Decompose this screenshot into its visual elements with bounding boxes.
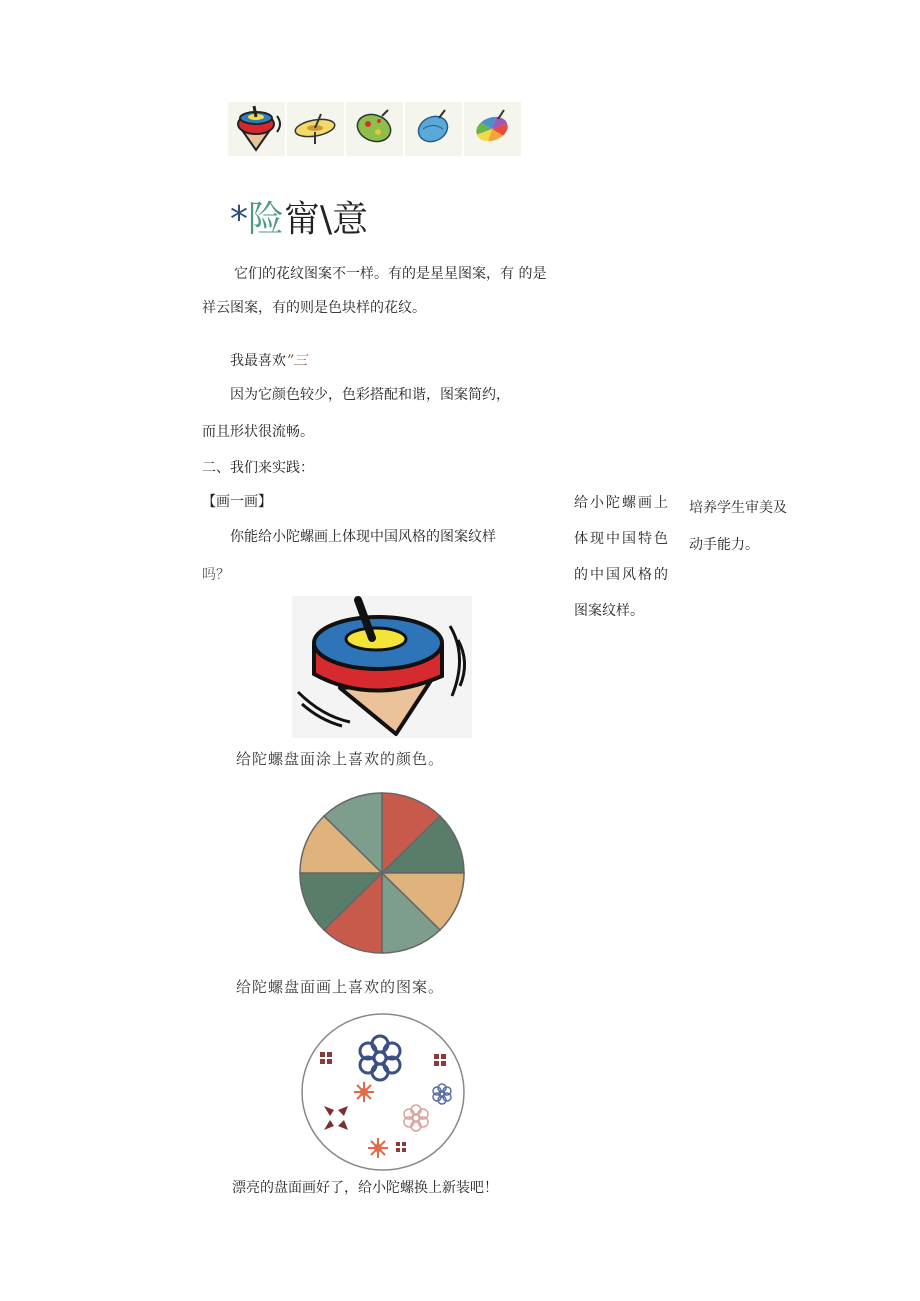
spinning-top-green-icon	[346, 102, 403, 156]
side-activity-3: 的中国风格的	[574, 567, 670, 583]
side-goal-1: 培养学生审美及	[689, 500, 787, 516]
caption-color: 给陀螺盘面涂上喜欢的颜色。	[236, 750, 445, 768]
pattern-disc	[300, 1012, 466, 1172]
question-line2: 吗？	[202, 567, 230, 583]
heading-green-char: 险	[248, 199, 285, 240]
draw-label: 【画一画】	[202, 494, 272, 510]
spinning-top-illustration	[292, 596, 472, 738]
reason-line1: 因为它颜色较少，色彩搭配和谐，图案简约，	[230, 387, 510, 403]
section-heading	[230, 196, 368, 244]
favorite-mark: ”三	[286, 353, 308, 369]
favorite-line	[230, 351, 307, 371]
side-goal-2: 动手能力。	[689, 537, 759, 551]
question-line1: 你能给小陀螺画上体现中国风格的图案纹样	[230, 529, 496, 545]
color-disc	[298, 792, 466, 954]
spinning-top-strip	[228, 102, 524, 156]
para1-line1: 它们的花纹图案不一样。有的是星星图案，有 的是	[234, 266, 547, 282]
spinning-top-rainbow-icon	[464, 102, 521, 156]
caption-pattern: 给陀螺盘面画上喜欢的图案。	[236, 978, 445, 996]
caption-final: 漂亮的盘面画好了，给小陀螺换上新装吧！	[232, 1180, 498, 1196]
spinning-top-red-icon	[228, 102, 285, 156]
spinning-top-yellow-icon	[287, 102, 344, 156]
side-activity-1: 给小陀螺画上	[574, 495, 670, 511]
favorite-label: 我最喜欢	[230, 353, 286, 369]
heading-star: *	[230, 199, 248, 240]
section2-heading: 二、我们来实践：	[202, 460, 314, 476]
para1-line2: 祥云图案，有的则是色块样的花纹。	[202, 300, 426, 316]
spinning-top-blue-icon	[405, 102, 462, 156]
side-activity-4: 图案纹样。	[574, 603, 644, 619]
heading-rest: 甯\意	[284, 199, 369, 240]
reason-line2: 而且形状很流畅。	[202, 424, 314, 440]
side-activity-2: 体现中国特色	[574, 531, 670, 547]
